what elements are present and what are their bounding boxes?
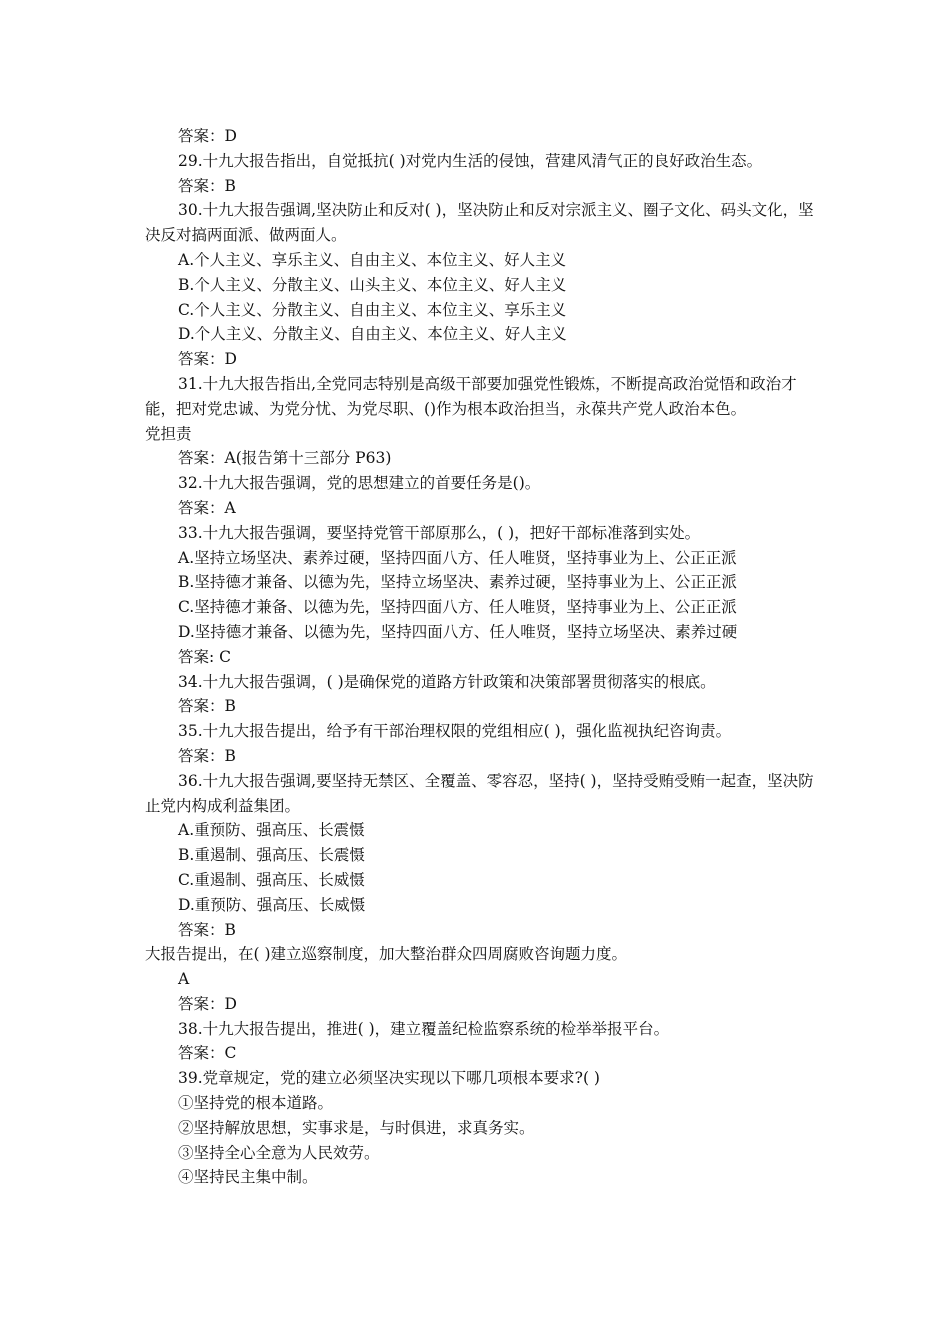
option-line: D.重预防、强高压、长威慑 [178, 895, 366, 914]
question-line: 30.十九大报告强调,坚决防止和反对( )，坚决防止和反对宗派主义、圈子文化、码头文化，坚决反对搞两面派、做两面人。 [145, 201, 814, 245]
option-line: D.坚持德才兼备、以德为先，坚持四面八方、任人唯贤，坚持立场坚决、素养过硬 [178, 622, 738, 641]
answer-line: 答案：B [178, 697, 236, 716]
option-line: B.坚持德才兼备、以德为先，坚持立场坚决、素养过硬，坚持事业为上、公正正派 [178, 573, 737, 592]
requirement-item: ①坚持党的根本道路。 [178, 1094, 334, 1113]
answer-line: 答案：B [178, 746, 236, 765]
requirement-item: ②坚持解放思想，实事求是，与时俱进，求真务实。 [178, 1118, 535, 1137]
text-line: 党担责 [145, 424, 192, 443]
answer-line: 答案：A [178, 498, 236, 517]
option-line: A.个人主义、享乐主义、自由主义、本位主义、好人主义 [178, 250, 567, 269]
question-line: 39.党章规定，党的建立必须坚决实现以下哪几项根本要求?( ) [178, 1069, 600, 1088]
option-line: C.重遏制、强高压、长威慑 [178, 870, 365, 889]
question-line: 38.十九大报告提出，推进( )，建立覆盖纪检监察系统的检举举报平台。 [178, 1019, 670, 1038]
option-line: B.个人主义、分散主义、山头主义、本位主义、好人主义 [178, 275, 567, 294]
answer-line: 答案：D [178, 127, 237, 145]
option-line: A [178, 970, 190, 989]
question-line: 36.十九大报告强调,要坚持无禁区、全覆盖、零容忍，坚持( )，坚持受贿受贿一起查，坚决防止党内构成利益集团。 [145, 771, 814, 815]
requirement-item: ④坚持民主集中制。 [178, 1168, 318, 1187]
option-line: A.重预防、强高压、长震慑 [178, 821, 365, 840]
answer-line: 答案：D [178, 994, 237, 1013]
question-line: 34.十九大报告强调，( )是确保党的道路方针政策和决策部署贯彻落实的根底。 [178, 672, 716, 691]
answer-line: 答案：B [178, 920, 236, 939]
document-body [145, 124, 815, 1190]
question-line: 29.十九大报告指出，自觉抵抗( )对党内生活的侵蚀，营建风清气正的良好政治生态。 [178, 151, 763, 170]
option-line: D.个人主义、分散主义、自由主义、本位主义、好人主义 [178, 325, 567, 344]
question-line: 35.十九大报告提出，给予有干部治理权限的党组相应( )，强化监视执纪咨询责。 [178, 722, 732, 741]
question-line: 33.十九大报告强调，要坚持党管干部原那么，( )，把好干部标准落到实处。 [178, 523, 701, 542]
option-line: C.坚持德才兼备、以德为先，坚持四面八方、任人唯贤，坚持事业为上、公正正派 [178, 598, 737, 617]
option-line: A.坚持立场坚决、素养过硬，坚持四面八方、任人唯贤，坚持事业为上、公正正派 [178, 548, 737, 567]
requirement-item: ③坚持全心全意为人民效劳。 [178, 1143, 380, 1162]
answer-line: 答案：D [178, 350, 237, 369]
option-line: B.重遏制、强高压、长震慑 [178, 846, 365, 865]
answer-line: 答案: C [178, 647, 232, 666]
question-line: 32.十九大报告强调，党的思想建立的首要任务是()。 [178, 474, 541, 493]
answer-line: 答案：A(报告第十三部分 P63) [178, 449, 392, 468]
option-line: C.个人主义、分散主义、自由主义、本位主义、享乐主义 [178, 300, 567, 319]
question-line: 31.十九大报告指出,全党同志特别是高级干部要加强党性锻炼，不断提高政治觉悟和政治才能，把对党忠诚、为党分忧、为党尽职、()作为根本政治担当，永葆共产党人政治本色。 [145, 374, 797, 418]
answer-line: 答案：B [178, 176, 236, 195]
text-line: 大报告提出，在( )建立巡察制度，加大整治群众四周腐败咨询题力度。 [145, 945, 628, 964]
answer-line: 答案：C [178, 1044, 237, 1063]
